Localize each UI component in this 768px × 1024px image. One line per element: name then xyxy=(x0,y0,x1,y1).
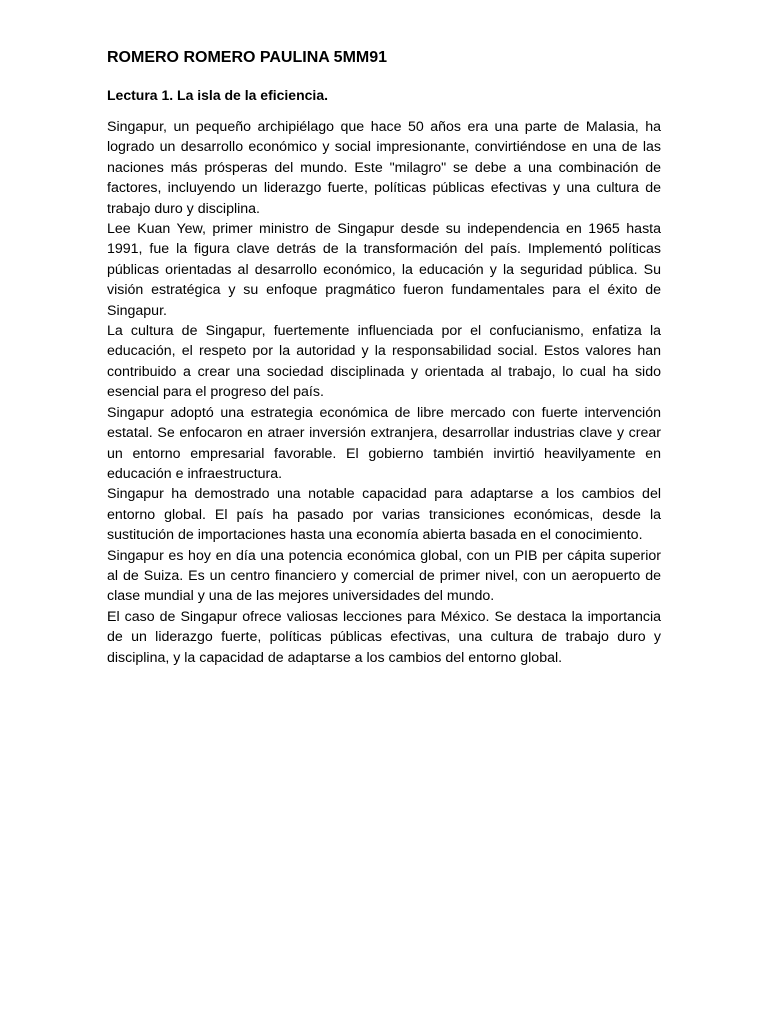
document-page xyxy=(107,46,661,668)
paragraph-3: La cultura de Singapur, fuertemente influenciada por el confucianismo, enfatiza la educación, el respeto por la autoridad y la responsabilidad social. Estos valores han contribuido a crear una sociedad disciplinada y orientada al trabajo, lo cual ha sido esencial para el progreso del país. xyxy=(107,323,661,401)
document-title: ROMERO ROMERO PAULINA 5MM91 xyxy=(107,49,388,66)
paragraph-7: El caso de Singapur ofrece valiosas lecciones para México. Se destaca la importancia de un liderazgo fuerte, políticas públicas efectivas, una cultura de trabajo duro y disciplina, y la capacidad de adaptarse a los cambios del entorno global. xyxy=(107,608,661,666)
paragraph-2: Lee Kuan Yew, primer ministro de Singapur desde su independencia en 1965 hasta 1991, fue la figura clave detrás de la transformación del país. Implementó políticas públicas orientadas al desarrollo económico, la educación y la seguridad pública. Su visión estratégica y su enfoque pragmático fueron fundamentales para el éxito de Singapur. xyxy=(107,221,661,319)
paragraph-1: Singapur, un pequeño archipiélago que hace 50 años era una parte de Malasia, ha logrado un desarrollo económico y social impresionante, convirtiéndose en una de las naciones más prósperas del mundo. Este "milagro" se debe a una combinación de factores, incluyendo un liderazgo fuerte, políticas públicas efectivas y una cultura de trabajo duro y disciplina. xyxy=(107,119,661,217)
paragraph-5: Singapur ha demostrado una notable capacidad para adaptarse a los cambios del entorno global. El país ha pasado por varias transiciones económicas, desde la sustitución de importaciones hasta una economía abierta basada en el conocimiento. xyxy=(107,486,661,544)
paragraph-6: Singapur es hoy en día una potencia económica global, con un PIB per cápita superior al de Suiza. Es un centro financiero y comercial de primer nivel, con un aeropuerto de clase mundial y una de las mejores universidades del mundo. xyxy=(107,547,661,605)
paragraph-4: Singapur adoptó una estrategia económica de libre mercado con fuerte intervención estatal. Se enfocaron en atraer inversión extranjera, desarrollar industrias clave y crear un entorno empresarial favorable. El gobierno también invirtió heavilyamente en educación e infraestructura. xyxy=(107,404,661,482)
reading-subtitle: Lectura 1. La isla de la eficiencia. xyxy=(107,87,328,103)
